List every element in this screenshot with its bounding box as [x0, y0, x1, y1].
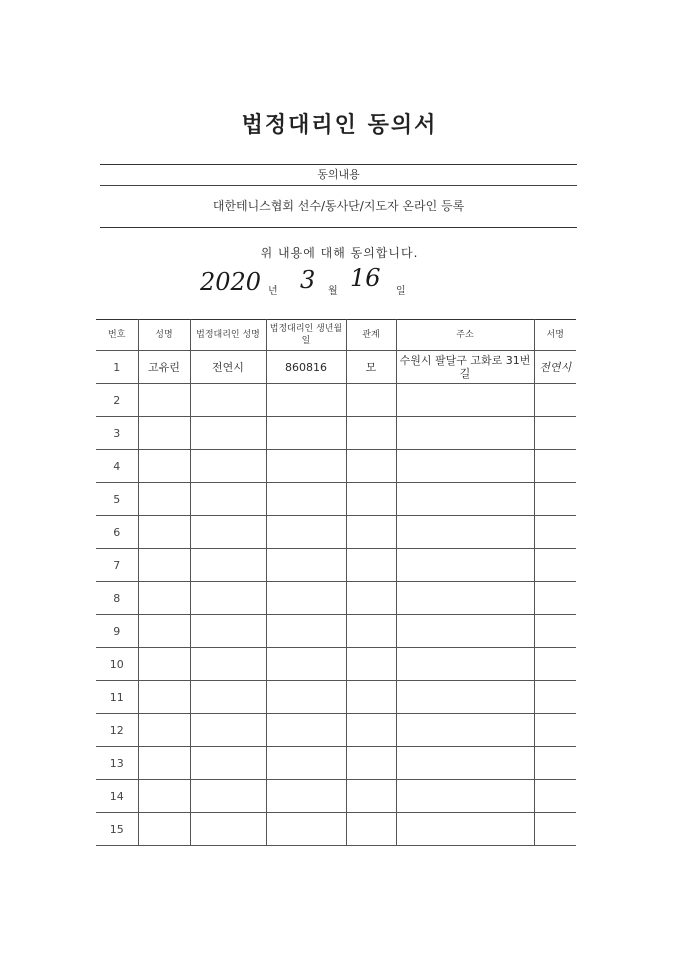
row-guardian-name — [190, 681, 266, 714]
table-row — [96, 450, 576, 483]
row-name — [138, 516, 190, 549]
row-guardian-birth — [266, 450, 346, 483]
row-number: 3 — [96, 417, 138, 450]
row-guardian-birth: 860816 — [266, 351, 346, 384]
row-signature — [534, 516, 576, 549]
row-address — [396, 483, 534, 516]
row-signature — [534, 714, 576, 747]
row-address — [396, 516, 534, 549]
table-row — [96, 615, 576, 648]
table-row — [96, 549, 576, 582]
row-address — [396, 714, 534, 747]
row-relation — [346, 450, 396, 483]
row-guardian-birth — [266, 582, 346, 615]
row-guardian-name — [190, 615, 266, 648]
header-relation: 관계 — [346, 320, 396, 351]
table-row — [96, 483, 576, 516]
row-guardian-name — [190, 648, 266, 681]
row-guardian-birth — [266, 384, 346, 417]
consent-content-box — [100, 164, 577, 228]
row-number: 11 — [96, 681, 138, 714]
signing-date — [200, 264, 440, 302]
table-row — [96, 813, 576, 846]
row-guardian-birth — [266, 747, 346, 780]
row-relation — [346, 714, 396, 747]
header-name: 성명 — [138, 320, 190, 351]
row-number: 15 — [96, 813, 138, 846]
row-signature — [534, 780, 576, 813]
row-address — [396, 747, 534, 780]
row-signature — [534, 483, 576, 516]
row-relation — [346, 417, 396, 450]
date-year-unit: 년 — [268, 286, 278, 297]
row-signature — [534, 813, 576, 846]
row-number: 1 — [96, 351, 138, 384]
row-guardian-name — [190, 582, 266, 615]
row-name — [138, 813, 190, 846]
row-name: 고유린 — [138, 351, 190, 384]
date-year-handwritten: 2020 — [200, 268, 262, 296]
table-row — [96, 747, 576, 780]
row-name — [138, 384, 190, 417]
date-day-unit: 일 — [396, 286, 406, 297]
row-guardian-name: 전연시 — [190, 351, 266, 384]
row-signature — [534, 747, 576, 780]
header-guardian-name: 법정대리인 성명 — [190, 320, 266, 351]
row-address — [396, 549, 534, 582]
row-name — [138, 714, 190, 747]
row-guardian-name — [190, 747, 266, 780]
row-relation — [346, 483, 396, 516]
row-name — [138, 450, 190, 483]
row-relation — [346, 648, 396, 681]
row-address: 수원시 팔달구 고화로 31번길 — [396, 351, 534, 384]
row-name — [138, 681, 190, 714]
row-address — [396, 780, 534, 813]
row-name — [138, 615, 190, 648]
header-guardian-birth: 법정대리인 생년월일 — [266, 320, 346, 351]
row-guardian-birth — [266, 549, 346, 582]
date-month-unit: 월 — [328, 286, 338, 297]
table-row — [96, 516, 576, 549]
row-relation — [346, 747, 396, 780]
table-row — [96, 714, 576, 747]
row-guardian-name — [190, 780, 266, 813]
row-name — [138, 582, 190, 615]
row-guardian-birth — [266, 813, 346, 846]
row-address — [396, 615, 534, 648]
table-row — [96, 582, 576, 615]
row-signature — [534, 648, 576, 681]
row-signature — [534, 417, 576, 450]
row-number: 14 — [96, 780, 138, 813]
row-number: 13 — [96, 747, 138, 780]
row-address — [396, 384, 534, 417]
row-number: 4 — [96, 450, 138, 483]
row-signature — [534, 582, 576, 615]
row-guardian-name — [190, 549, 266, 582]
agreement-statement: 위 내용에 대해 동의합니다. — [260, 246, 419, 260]
row-address — [396, 582, 534, 615]
row-guardian-birth — [266, 648, 346, 681]
row-relation — [346, 516, 396, 549]
row-guardian-birth — [266, 615, 346, 648]
row-guardian-name — [190, 384, 266, 417]
row-guardian-birth — [266, 780, 346, 813]
row-guardian-birth — [266, 714, 346, 747]
row-relation — [346, 813, 396, 846]
row-number: 12 — [96, 714, 138, 747]
row-number: 9 — [96, 615, 138, 648]
row-address — [396, 450, 534, 483]
row-relation — [346, 780, 396, 813]
row-signature — [534, 681, 576, 714]
row-number: 2 — [96, 384, 138, 417]
consent-content-text: 대한테니스협회 선수/동사단/지도자 온라인 등록 — [212, 199, 465, 213]
row-name — [138, 747, 190, 780]
row-relation — [346, 615, 396, 648]
row-name — [138, 648, 190, 681]
row-relation — [346, 582, 396, 615]
table-row — [96, 780, 576, 813]
row-guardian-name — [190, 417, 266, 450]
row-guardian-birth — [266, 681, 346, 714]
row-name — [138, 780, 190, 813]
row-guardian-name — [190, 483, 266, 516]
table-row — [96, 681, 576, 714]
table-row — [96, 417, 576, 450]
row-guardian-name — [190, 450, 266, 483]
header-signature: 서명 — [534, 320, 576, 351]
row-number: 8 — [96, 582, 138, 615]
row-relation: 모 — [346, 351, 396, 384]
row-address — [396, 417, 534, 450]
row-guardian-name — [190, 714, 266, 747]
row-address — [396, 648, 534, 681]
row-number: 10 — [96, 648, 138, 681]
row-guardian-birth — [266, 483, 346, 516]
consent-content-header: 동의내용 — [100, 165, 577, 186]
table-row — [96, 648, 576, 681]
table-row — [96, 351, 576, 384]
row-signature — [534, 549, 576, 582]
document-title: 법정대리인 동의서 — [241, 113, 438, 138]
row-relation — [346, 549, 396, 582]
row-signature — [534, 450, 576, 483]
row-relation — [346, 681, 396, 714]
row-address — [396, 813, 534, 846]
row-name — [138, 417, 190, 450]
date-month-handwritten: 3 — [300, 266, 316, 294]
row-signature — [534, 615, 576, 648]
row-name — [138, 549, 190, 582]
guardian-roster-table — [96, 319, 576, 846]
header-number: 번호 — [96, 320, 138, 351]
row-guardian-name — [190, 516, 266, 549]
row-signature: 전연시 — [534, 351, 576, 384]
row-name — [138, 483, 190, 516]
header-address: 주소 — [396, 320, 534, 351]
row-number: 6 — [96, 516, 138, 549]
row-guardian-name — [190, 813, 266, 846]
table-row — [96, 384, 576, 417]
row-relation — [346, 384, 396, 417]
row-guardian-birth — [266, 417, 346, 450]
row-signature — [534, 384, 576, 417]
row-address — [396, 681, 534, 714]
row-guardian-birth — [266, 516, 346, 549]
row-number: 5 — [96, 483, 138, 516]
table-header-row — [96, 320, 576, 351]
row-number: 7 — [96, 549, 138, 582]
date-day-handwritten: 16 — [350, 264, 381, 292]
